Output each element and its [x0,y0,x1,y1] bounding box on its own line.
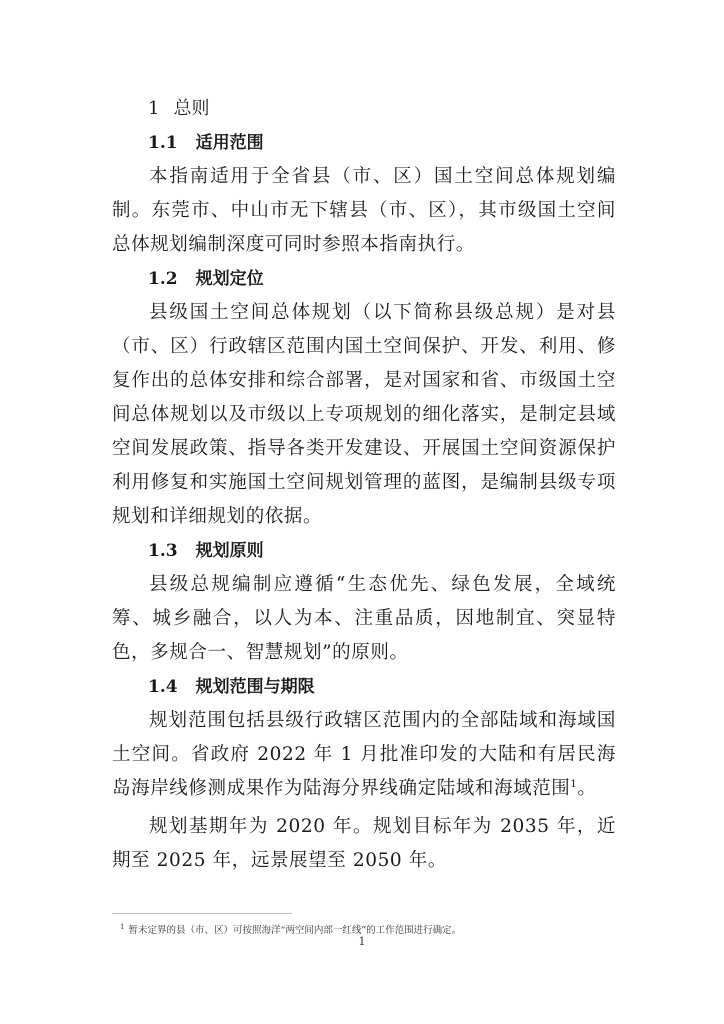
paragraph-text: 规划范围包括县级行政辖区范围内的全部陆域和海域国土空间。省政府 2022 年 1 月批准印发的大陆和有居民海岛海岸线修测成果作为陆海分界线确定陆域和海域范围 [112,710,616,799]
chapter-heading [148,92,616,126]
section-number: 1.3 [148,541,178,561]
paragraph-tail: 。 [577,778,597,799]
section-title: 规划定位 [195,269,264,289]
paragraph: 县级总规编制应遵循“生态优先、绿色发展，全域统筹、城乡融合，以人为本、注重品质，因地制宜、突显特色，多规合一、智慧规划”的原则。 [112,574,616,663]
section-heading-1-2 [148,262,616,296]
section-heading-1-3 [148,534,616,568]
chapter-title: 总则 [173,98,210,119]
footnote-reference[interactable]: 1 [570,778,578,790]
paragraph: 县级国土空间总体规划（以下简称县级总规）是对县（市、区）行政辖区范围内国土空间保护、开发、利用、修复作出的总体安排和综合部署，是对国家和省、市级国土空间总体规划以及市级以上专项规划的细化落实，是制定县域空间发展政策、指导各类开发建设、开展国土空间资源保护利用修复和实施国土空间规划管理的蓝图，是编制县级专项规划和详细规划的依据。 [112,302,616,527]
chapter-number: 1 [148,98,160,119]
document-body [112,92,616,878]
section-number: 1.4 [148,677,178,697]
section-title: 适用范围 [195,133,264,153]
section-heading-1-4 [148,670,616,704]
section-number: 1.1 [148,133,178,153]
paragraph: 规划基期年为 2020 年。规划目标年为 2035 年，近期至 2025 年，远景展望至 2050 年。 [112,816,616,871]
section-title: 规划范围与期限 [195,677,315,697]
paragraph [112,704,616,806]
footnote-mark: 1 [120,923,125,931]
section-number: 1.2 [148,269,178,289]
section-heading-1-1 [148,126,616,160]
paragraph: 本指南适用于全省县（市、区）国土空间总体规划编制。东莞市、中山市无下辖县（市、区），其市级国土空间总体规划编制深度可同时参照本指南执行。 [112,166,616,255]
page-number: 1 [358,935,366,948]
footnote-text: 暂未定界的县（市、区）可按照海洋“两空间内部一红线”的工作范围进行确定。 [128,925,462,937]
footnote-separator [112,913,292,914]
section-title: 规划原则 [195,541,264,561]
